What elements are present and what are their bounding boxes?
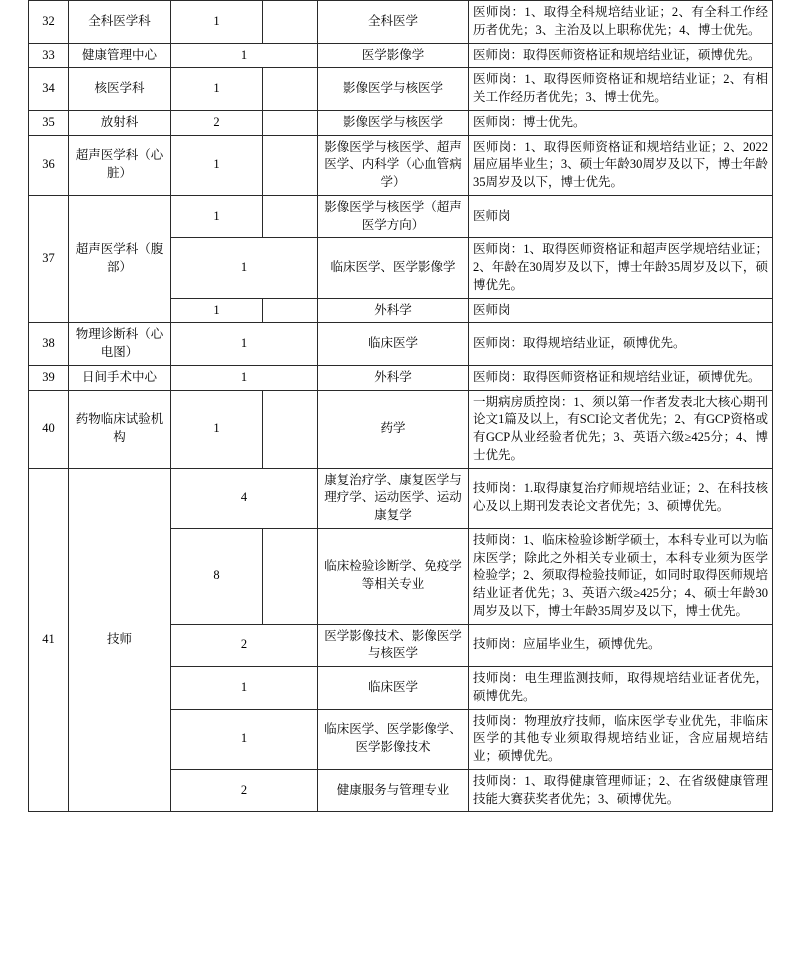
cell-major: 临床医学 [318,667,469,710]
cell-requirements: 医师岗：博士优先。 [469,110,773,135]
cell-quota: 1 [171,667,318,710]
cell-major: 临床检验诊断学、免疫学等相关专业 [318,528,469,624]
cell-requirements: 医师岗：取得医师资格证和规培结业证，硕博优先。 [469,365,773,390]
cell-requirements: 医师岗：1、取得医师资格证和规培结业证；2、有相关工作经历者优先；3、博士优先。 [469,68,773,111]
cell-requirements: 技师岗：1、取得健康管理师证；2、在省级健康管理技能大赛获奖者优先；3、硕博优先。 [469,769,773,812]
cell-major: 医学影像学 [318,43,469,68]
cell-major: 康复治疗学、康复医学与理疗学、运动医学、运动康复学 [318,468,469,528]
cell-requirements: 医师岗 [469,298,773,323]
cell-quota: 2 [171,769,318,812]
cell-department: 超声医学科（心脏） [69,135,171,195]
cell-quota-secondary [263,298,318,323]
cell-serial: 33 [29,43,69,68]
cell-major: 临床医学 [318,323,469,366]
table-row [29,390,773,468]
cell-major: 外科学 [318,298,469,323]
cell-requirements: 技师岗：应届毕业生，硕博优先。 [469,624,773,667]
cell-quota: 1 [171,390,263,468]
cell-quota: 8 [171,528,263,624]
cell-quota: 1 [171,238,318,298]
cell-requirements: 技师岗：1.取得康复治疗师规培结业证；2、在科技核心及以上期刊发表论文者优先；3、硕博优先。 [469,468,773,528]
cell-department: 核医学科 [69,68,171,111]
table-row [29,68,773,111]
cell-serial: 38 [29,323,69,366]
table-row [29,135,773,195]
cell-major: 影像医学与核医学 [318,68,469,111]
cell-department: 全科医学科 [69,1,171,44]
cell-department: 药物临床试验机构 [69,390,171,468]
cell-major: 影像医学与核医学 [318,110,469,135]
cell-major: 医学影像技术、影像医学与核医学 [318,624,469,667]
cell-quota: 2 [171,624,318,667]
table-row [29,110,773,135]
table-row [29,323,773,366]
recruitment-table-sheet [28,0,772,812]
cell-major: 外科学 [318,365,469,390]
cell-requirements: 医师岗：1、取得全科规培结业证；2、有全科工作经历者优先；3、主治及以上职称优先；4、博士优先。 [469,1,773,44]
cell-major: 健康服务与管理专业 [318,769,469,812]
cell-requirements: 医师岗 [469,195,773,238]
cell-quota-secondary [263,135,318,195]
cell-quota: 2 [171,110,263,135]
cell-major: 临床医学、医学影像学、医学影像技术 [318,709,469,769]
cell-department: 放射科 [69,110,171,135]
table-row [29,365,773,390]
table-row [29,468,773,528]
cell-quota: 1 [171,323,318,366]
cell-quota: 1 [171,43,318,68]
cell-major: 临床医学、医学影像学 [318,238,469,298]
cell-quota: 1 [171,365,318,390]
cell-major: 影像医学与核医学（超声医学方向） [318,195,469,238]
cell-requirements: 技师岗：1、临床检验诊断学硕士，本科专业可以为临床医学；除此之外相关专业硕士，本科专业须为医学检验学；2、须取得检验技师证，如同时取得医师规培结业证者优先；3、英语六级≥425分；4、硕士年龄30周岁及以下，博士年龄35周岁及以下，博士优先。 [469,528,773,624]
cell-serial: 32 [29,1,69,44]
cell-quota: 4 [171,468,318,528]
cell-major: 药学 [318,390,469,468]
cell-quota: 1 [171,1,263,44]
cell-department: 技师 [69,468,171,812]
table-body [29,1,773,812]
cell-quota-secondary [263,528,318,624]
cell-serial: 35 [29,110,69,135]
cell-requirements: 医师岗：1、取得医师资格证和规培结业证；2、2022届应届毕业生；3、硕士年龄30周岁及以下，博士年龄35周岁及以下，博士优先。 [469,135,773,195]
cell-quota: 1 [171,298,263,323]
cell-quota-secondary [263,68,318,111]
cell-requirements: 技师岗：物理放疗技师，临床医学专业优先，非临床医学的其他专业须取得规培结业证，含应届规培结业；硕博优先。 [469,709,773,769]
cell-requirements: 医师岗：取得医师资格证和规培结业证，硕博优先。 [469,43,773,68]
cell-quota: 1 [171,135,263,195]
cell-department: 日间手术中心 [69,365,171,390]
cell-serial: 39 [29,365,69,390]
cell-department: 物理诊断科（心电图） [69,323,171,366]
table-row [29,1,773,44]
cell-requirements: 技师岗：电生理监测技师，取得规培结业证者优先，硕博优先。 [469,667,773,710]
cell-quota-secondary [263,195,318,238]
table-row [29,195,773,238]
cell-requirements: 医师岗：取得规培结业证，硕博优先。 [469,323,773,366]
cell-serial: 34 [29,68,69,111]
cell-quota: 1 [171,709,318,769]
recruitment-table [28,0,773,812]
table-row [29,43,773,68]
cell-serial: 40 [29,390,69,468]
cell-requirements: 医师岗：1、取得医师资格证和超声医学规培结业证；2、年龄在30周岁及以下，博士年龄35周岁及以下，硕博优先。 [469,238,773,298]
cell-major: 影像医学与核医学、超声医学、内科学（心血管病学） [318,135,469,195]
cell-serial: 41 [29,468,69,812]
cell-department: 超声医学科（腹部） [69,195,171,323]
cell-quota-secondary [263,1,318,44]
cell-major: 全科医学 [318,1,469,44]
cell-quota-secondary [263,390,318,468]
cell-quota-secondary [263,110,318,135]
cell-quota: 1 [171,68,263,111]
cell-serial: 36 [29,135,69,195]
cell-quota: 1 [171,195,263,238]
cell-serial: 37 [29,195,69,323]
cell-requirements: 一期病房质控岗：1、须以第一作者发表北大核心期刊论文1篇及以上，有SCI论文者优先；2、有GCP资格或有GCP从业经验者优先；3、英语六级≥425分；4、博士优先。 [469,390,773,468]
cell-department: 健康管理中心 [69,43,171,68]
